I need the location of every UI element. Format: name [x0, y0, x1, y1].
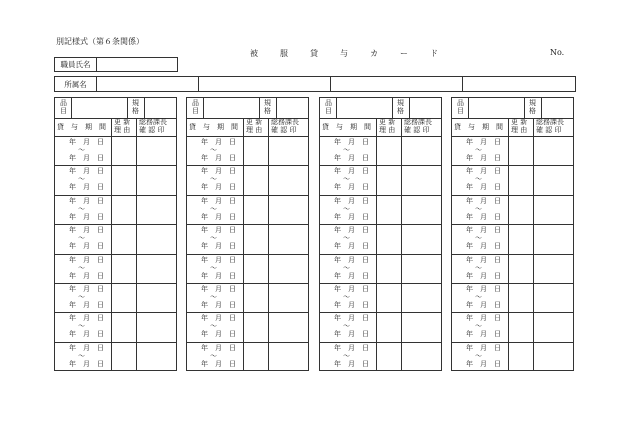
loan-start-date[interactable]: 年 月 日	[466, 285, 501, 293]
renewal-reason-header: 更 新	[114, 118, 131, 126]
renewal-reason-header: 理 由	[246, 126, 263, 134]
spec-label: 規	[264, 99, 271, 107]
title-char: 貸	[310, 49, 318, 58]
grid-line	[320, 283, 441, 284]
loan-end-date[interactable]: 年 月 日	[201, 183, 236, 192]
manager-seal-header: 総務課長	[139, 118, 167, 126]
loan-end-date[interactable]: 年 月 日	[201, 359, 236, 368]
loan-end-date[interactable]: 年 月 日	[466, 183, 501, 192]
range-mark: ～	[475, 204, 482, 213]
loan-end-date[interactable]: 年 月 日	[201, 212, 236, 221]
loan-end-date[interactable]: 年 月 日	[466, 212, 501, 221]
loan-end-date[interactable]: 年 月 日	[69, 183, 104, 192]
range-mark: ～	[343, 175, 350, 184]
range-mark: ～	[210, 146, 217, 154]
loan-end-date[interactable]: 年 月 日	[466, 154, 501, 162]
grid-line	[468, 98, 469, 118]
range-mark: ～	[343, 322, 350, 331]
grid-line	[533, 118, 534, 370]
grid-line	[203, 98, 204, 118]
loan-end-date[interactable]: 年 月 日	[201, 242, 236, 251]
loan-start-date[interactable]: 年 月 日	[466, 226, 501, 235]
department-label: 所属名	[55, 77, 97, 91]
range-mark: ～	[210, 234, 217, 243]
loan-end-date[interactable]: 年 月 日	[334, 330, 369, 339]
grid-line	[320, 195, 441, 196]
loan-start-date[interactable]: 年 月 日	[466, 167, 501, 176]
loan-end-date[interactable]: 年 月 日	[69, 154, 104, 162]
department-divider	[462, 77, 463, 91]
loan-end-date[interactable]: 年 月 日	[334, 301, 369, 309]
range-mark: ～	[343, 293, 350, 301]
title-char: 与	[340, 49, 348, 58]
spec-label: 規	[529, 99, 536, 107]
loan-start-date[interactable]: 年 月 日	[334, 343, 369, 352]
grid-line	[452, 136, 573, 137]
loan-start-date[interactable]: 年 月 日	[334, 196, 369, 205]
grid-line	[71, 98, 72, 118]
manager-seal-header: 確 認 印	[536, 126, 562, 134]
loan-start-date[interactable]: 年 月 日	[334, 285, 369, 293]
loan-end-date[interactable]: 年 月 日	[69, 301, 104, 309]
range-mark: ～	[475, 351, 482, 360]
loan-card	[54, 97, 177, 371]
range-mark: ～	[343, 234, 350, 243]
form-title	[250, 48, 460, 59]
loan-start-date[interactable]: 年 月 日	[201, 138, 236, 146]
loan-period-header: 貸 与 期 間	[322, 123, 371, 131]
grid-line	[392, 98, 393, 118]
item-label: 品	[60, 99, 67, 107]
loan-end-date[interactable]: 年 月 日	[69, 242, 104, 251]
grid-line	[320, 136, 441, 137]
title-char: ド	[430, 49, 438, 58]
department-field[interactable]	[54, 76, 576, 92]
range-mark: ～	[475, 234, 482, 243]
range-mark: ～	[210, 293, 217, 301]
range-mark: ～	[78, 322, 85, 331]
range-mark: ～	[78, 234, 85, 243]
loan-start-date[interactable]: 年 月 日	[201, 196, 236, 205]
range-mark: ～	[78, 175, 85, 184]
loan-start-date[interactable]: 年 月 日	[69, 196, 104, 205]
loan-end-date[interactable]: 年 月 日	[334, 271, 369, 280]
item-label: 目	[60, 107, 67, 115]
loan-start-date[interactable]: 年 月 日	[69, 138, 104, 146]
grid-line	[524, 98, 525, 118]
loan-start-date[interactable]: 年 月 日	[334, 255, 369, 264]
loan-start-date[interactable]: 年 月 日	[69, 167, 104, 176]
grid-line	[55, 195, 176, 196]
loan-start-date[interactable]: 年 月 日	[69, 285, 104, 293]
range-mark: ～	[343, 351, 350, 360]
loan-end-date[interactable]: 年 月 日	[334, 154, 369, 162]
renewal-reason-header: 理 由	[379, 126, 396, 134]
range-mark: ～	[78, 146, 85, 154]
item-label: 目	[325, 107, 332, 115]
grid-line	[55, 136, 176, 137]
grid-line	[409, 98, 410, 118]
loan-start-date[interactable]: 年 月 日	[334, 167, 369, 176]
loan-start-date[interactable]: 年 月 日	[334, 226, 369, 235]
grid-line	[127, 98, 128, 118]
spec-label: 格	[132, 107, 139, 115]
loan-start-date[interactable]: 年 月 日	[466, 196, 501, 205]
spec-label: 格	[397, 107, 404, 115]
grid-line	[55, 342, 176, 343]
grid-line	[187, 342, 308, 343]
loan-start-date[interactable]: 年 月 日	[201, 285, 236, 293]
range-mark: ～	[343, 263, 350, 272]
range-mark: ～	[343, 146, 350, 154]
grid-line	[268, 118, 269, 370]
loan-end-date[interactable]: 年 月 日	[466, 330, 501, 339]
loan-start-date[interactable]: 年 月 日	[334, 314, 369, 323]
manager-seal-header: 確 認 印	[139, 126, 165, 134]
range-mark: ～	[475, 175, 482, 184]
grid-line	[508, 118, 509, 370]
spec-label: 格	[529, 107, 536, 115]
renewal-reason-header: 更 新	[379, 118, 396, 126]
loan-end-date[interactable]: 年 月 日	[334, 359, 369, 368]
number-label: No.	[550, 48, 565, 57]
loan-end-date[interactable]: 年 月 日	[334, 212, 369, 221]
manager-seal-header: 総務課長	[536, 118, 564, 126]
range-mark: ～	[210, 263, 217, 272]
item-label: 目	[192, 107, 199, 115]
grid-line	[452, 195, 573, 196]
grid-line	[243, 118, 244, 370]
range-mark: ～	[78, 351, 85, 360]
renewal-reason-header: 理 由	[114, 126, 131, 134]
grid-line	[187, 254, 308, 255]
range-mark: ～	[78, 263, 85, 272]
grid-line	[187, 136, 308, 137]
renewal-reason-header: 更 新	[511, 118, 528, 126]
loan-start-date[interactable]: 年 月 日	[69, 343, 104, 352]
loan-start-date[interactable]: 年 月 日	[466, 343, 501, 352]
range-mark: ～	[78, 204, 85, 213]
loan-start-date[interactable]: 年 月 日	[466, 255, 501, 264]
range-mark: ～	[210, 204, 217, 213]
range-mark: ～	[475, 293, 482, 301]
title-char: ー	[400, 49, 408, 58]
item-label: 品	[192, 99, 199, 107]
grid-line	[452, 283, 573, 284]
loan-start-date[interactable]: 年 月 日	[69, 255, 104, 264]
range-mark: ～	[475, 146, 482, 154]
loan-start-date[interactable]: 年 月 日	[201, 255, 236, 264]
spec-label: 格	[264, 107, 271, 115]
employee-name-field[interactable]	[54, 57, 178, 72]
department-divider	[198, 77, 199, 91]
grid-line	[452, 254, 573, 255]
title-char: カ	[370, 49, 378, 58]
grid-line	[320, 342, 441, 343]
range-mark: ～	[475, 263, 482, 272]
title-char: 服	[280, 49, 288, 58]
loan-period-header: 貸 与 期 間	[57, 123, 106, 131]
renewal-reason-header: 更 新	[246, 118, 263, 126]
loan-card	[319, 97, 442, 371]
loan-end-date[interactable]: 年 月 日	[466, 359, 501, 368]
grid-line	[401, 118, 402, 370]
item-label: 品	[457, 99, 464, 107]
grid-line	[320, 254, 441, 255]
grid-line	[452, 342, 573, 343]
loan-period-header: 貸 与 期 間	[189, 123, 238, 131]
manager-seal-header: 確 認 印	[271, 126, 297, 134]
grid-line	[541, 98, 542, 118]
loan-card	[186, 97, 309, 371]
loan-start-date[interactable]: 年 月 日	[466, 314, 501, 323]
loan-end-date[interactable]: 年 月 日	[201, 271, 236, 280]
loan-end-date[interactable]: 年 月 日	[69, 359, 104, 368]
title-char: 被	[250, 49, 258, 58]
loan-end-date[interactable]: 年 月 日	[69, 212, 104, 221]
item-label: 品	[325, 99, 332, 107]
loan-end-date[interactable]: 年 月 日	[201, 330, 236, 339]
range-mark: ～	[210, 322, 217, 331]
loan-start-date[interactable]: 年 月 日	[466, 138, 501, 146]
grid-line	[276, 98, 277, 118]
loan-end-date[interactable]: 年 月 日	[334, 183, 369, 192]
department-divider	[330, 77, 331, 91]
grid-line	[259, 98, 260, 118]
loan-start-date[interactable]: 年 月 日	[69, 226, 104, 235]
loan-start-date[interactable]: 年 月 日	[201, 314, 236, 323]
spec-label: 規	[397, 99, 404, 107]
manager-seal-header: 総務課長	[404, 118, 432, 126]
loan-end-date[interactable]: 年 月 日	[201, 154, 236, 162]
range-mark: ～	[343, 204, 350, 213]
loan-start-date[interactable]: 年 月 日	[334, 138, 369, 146]
grid-line	[376, 118, 377, 370]
loan-card	[451, 97, 574, 371]
loan-end-date[interactable]: 年 月 日	[334, 242, 369, 251]
grid-line	[187, 283, 308, 284]
range-mark: ～	[78, 293, 85, 301]
loan-end-date[interactable]: 年 月 日	[201, 301, 236, 309]
range-mark: ～	[210, 351, 217, 360]
item-label: 目	[457, 107, 464, 115]
grid-line	[187, 195, 308, 196]
renewal-reason-header: 理 由	[511, 126, 528, 134]
loan-end-date[interactable]: 年 月 日	[69, 330, 104, 339]
grid-line	[136, 118, 137, 370]
manager-seal-header: 総務課長	[271, 118, 299, 126]
loan-start-date[interactable]: 年 月 日	[69, 314, 104, 323]
range-mark: ～	[475, 322, 482, 331]
spec-label: 規	[132, 99, 139, 107]
grid-line	[55, 254, 176, 255]
employee-name-label: 職員氏名	[55, 58, 97, 71]
loan-end-date[interactable]: 年 月 日	[466, 242, 501, 251]
loan-start-date[interactable]: 年 月 日	[201, 226, 236, 235]
manager-seal-header: 確 認 印	[404, 126, 430, 134]
grid-line	[111, 118, 112, 370]
grid-line	[55, 283, 176, 284]
loan-period-header: 貸 与 期 間	[454, 123, 503, 131]
loan-start-date[interactable]: 年 月 日	[201, 343, 236, 352]
loan-end-date[interactable]: 年 月 日	[69, 271, 104, 280]
loan-end-date[interactable]: 年 月 日	[466, 301, 501, 309]
grid-line	[144, 98, 145, 118]
loan-start-date[interactable]: 年 月 日	[201, 167, 236, 176]
grid-line	[336, 98, 337, 118]
loan-end-date[interactable]: 年 月 日	[466, 271, 501, 280]
form-header-note: 別記様式（第６条関係）	[56, 37, 144, 46]
range-mark: ～	[210, 175, 217, 184]
